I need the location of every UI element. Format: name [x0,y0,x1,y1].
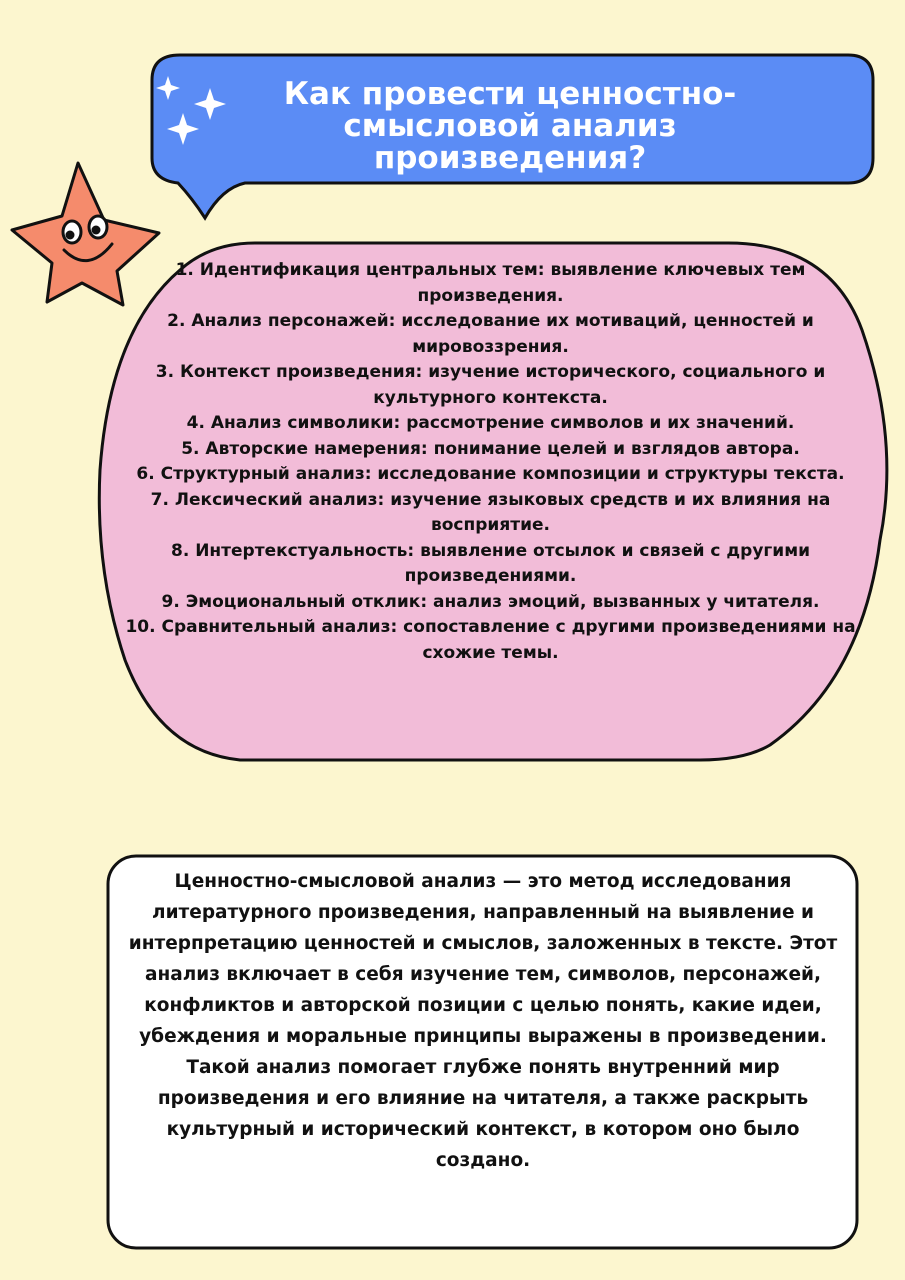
analysis-step: 3. Контекст произведения: изучение исторического, социального и культурного контекста. [155,362,826,408]
analysis-steps-list [108,258,873,666]
analysis-step: 9. Эмоциональный отклик: анализ эмоций, вызванных у читателя. [161,591,820,612]
analysis-step: 7. Лексический анализ: изучение языковых средств и их влияния на восприятие. [150,489,831,535]
analysis-step: 10. Сравнительный анализ: сопоставление с другими произведениями на схожие темы. [125,617,856,663]
definition-text: Ценностно-смысловой анализ — это метод исследования литературного произведения, направленный на выявление и интерпретацию ценностей и смыслов, заложенных в тексте. Этот анализ включает в себя изучение тем, символов, персонажей, конфликтов и авторской позиции с целью понять, какие идеи, убеждения и моральные принципы выражены в произведении. Такой анализ помогает глубже понять внутренний мир произведения и его влияние на читателя, а также раскрыть культурный и исторический контекст, в котором оно было создано. [128,871,838,1171]
title-line: Как провести ценностно- [283,76,737,112]
page-title [215,78,805,174]
analysis-step: 1. Идентификация центральных тем: выявление ключевых тем произведения. [175,260,806,306]
analysis-step: 8. Интертекстуальность: выявление отсылок и связей с другими произведениями. [170,540,810,586]
analysis-step: 2. Анализ персонажей: исследование их мотиваций, ценностей и мировоззрения. [167,311,814,357]
analysis-step: 4. Анализ символики: рассмотрение символов и их значений. [186,413,795,433]
analysis-step: 6. Структурный анализ: исследование композиции и структуры текста. [136,464,845,484]
analysis-step: 5. Авторские намерения: понимание целей и взглядов автора. [181,438,800,459]
title-line: смысловой анализ [343,108,677,144]
title-line: произведения? [373,140,647,176]
